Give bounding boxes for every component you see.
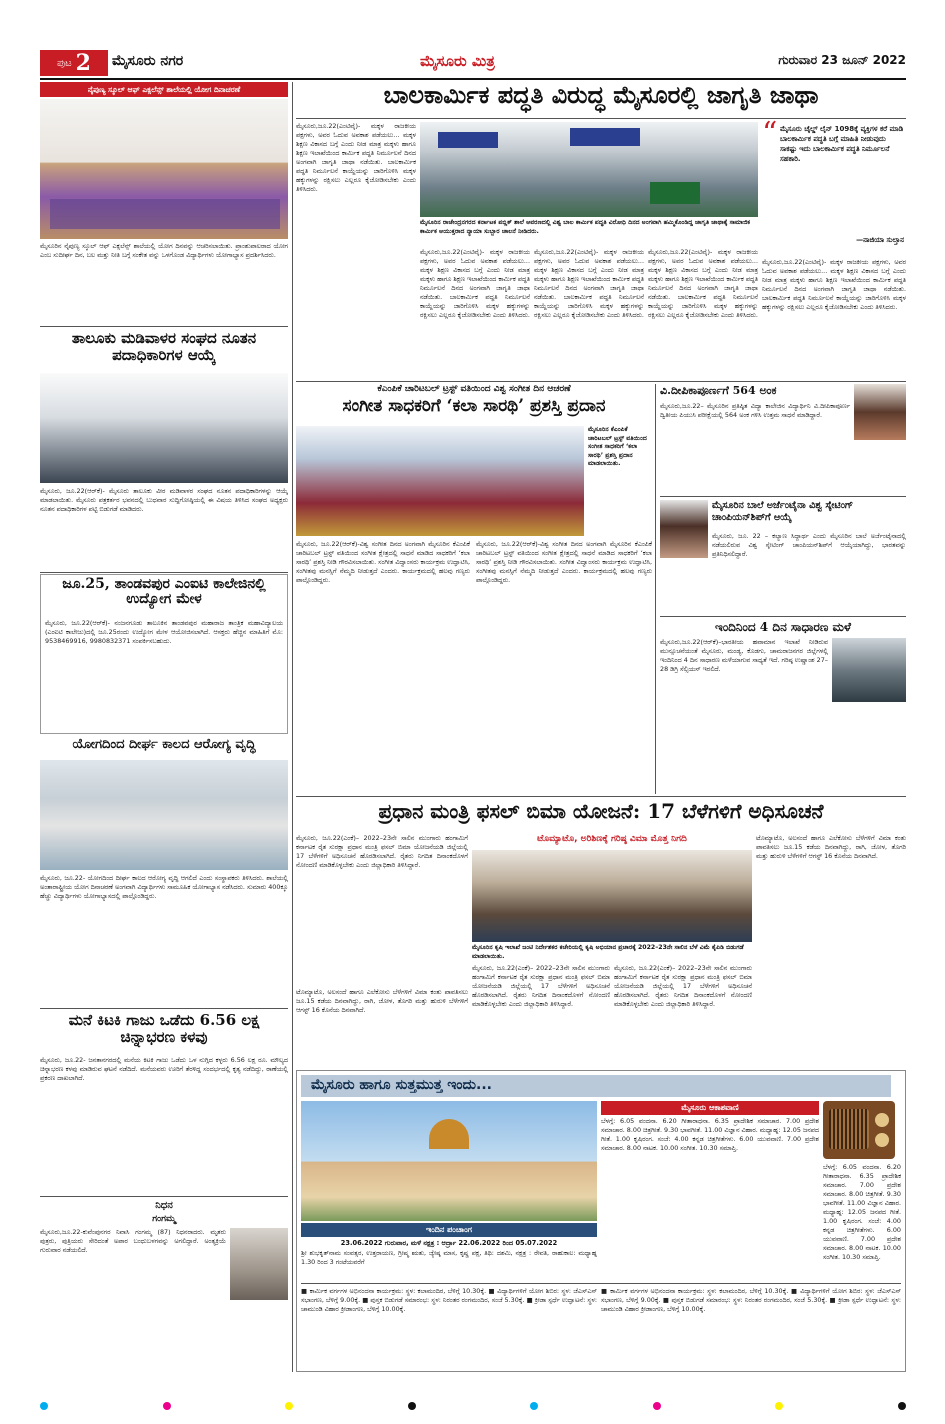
obituary-photo [230, 1228, 288, 1300]
kala-sarathi-headline: ಸಂಗೀತ ಸಾಧಕರಿಗೆ ‘ಕಲಾ ಸಾರಥಿ’ ಪ್ರಶಸ್ತಿ ಪ್ರದಾನ [342, 396, 606, 416]
kala-sarathi-photo [296, 426, 584, 536]
jatha-body-col2: ಮೈಸೂರು,ಜೂ.22(ಎಂಟಿವೈ)- ಮಕ್ಕಳ ರಾಜಕೀಯ ಪಕ್ಷಗಳು, ಅವರ ಓದುವ ಅವಕಾಶ ಪಡೆಯಲು... ಮಕ್ಕಳ ಶಿಕ್ಷಣ ವಿಕಾಸದ ಬಗ್ಗೆ ಎಂದು ನೀಡ ಮಾತ್ರ ಮಕ್ಕಳು ಹಾಗೂ ಶಿಕ್ಷಣ ಇಲಾಖೆಯಿಂದ ಕಾರ್ಮಿಕ ಪದ್ಧತಿ ನಿರ್ಮೂಲನೆ ದಿನದ ಅಂಗವಾಗಿ ಜಾಗೃತಿ ಜಾಥಾ ನಡೆಯಿತು. ಬಾಲಕಾರ್ಮಿಕ ಪದ್ಧತಿ ನಿರ್ಮೂಲನೆ ಕಾಯ್ದೆಯನ್ನು ಜಾರಿಗೊಳಿಸಿ ಮಕ್ಕಳ ಹಕ್ಕುಗಳನ್ನು ರಕ್ಷಿಸಲು ಎಲ್ಲರೂ ಕೈಜೋಡಿಸಬೇಕು ಎಂದು ತಿಳಿಸಿದರು. [420, 248, 530, 319]
banner-placard [438, 132, 498, 148]
deepika-photo [854, 384, 906, 440]
section-name: ಮೈಸೂರು ನಗರ [112, 53, 184, 69]
kala-sarathi-body-col1: ಮೈಸೂರು, ಜೂ.22(ಆರ್‌ಕೆ)-ವಿಶ್ವ ಸಂಗೀತ ದಿನದ ಅಂಗವಾಗಿ ಮೈಸೂರಿನ ಕೆಎಂಪಿಕೆ ಚಾರಿಟಬಲ್ ಟ್ರಸ್ಟ್ ವತಿಯಿಂದ ಸಂಗೀತ ಕ್ಷೇತ್ರದಲ್ಲಿ ಸಾಧನೆ ಮಾಡಿದ ಸಾಧಕರಿಗೆ ‘ಕಲಾ ಸಾರಥಿ’ ಪ್ರಶಸ್ತಿ ನೀಡಿ ಗೌರವಿಸಲಾಯಿತು. ಸಂಗೀತ ವಿದ್ವಾಂಸರು ಕಾರ್ಯಕ್ರಮ ಉದ್ಘಾಟಿಸಿ, ಸಂಗೀತವು ಮನಸ್ಸಿಗೆ ನೆಮ್ಮದಿ ನೀಡುತ್ತದೆ ಎಂದರು. ಕಾರ್ಯಕ್ರಮದಲ್ಲಿ ಹಲವು ಗಣ್ಯರು ಪಾಲ್ಗೊಂಡಿದ್ದರು. [296, 540, 470, 584]
rain-headline: ಇಂದಿನಿಂದ 4 ದಿನ ಸಾಧಾರಣ ಮಳೆ [715, 620, 851, 634]
crop-insurance-body-col2: ಮೈಸೂರು, ಜೂ.22(ಎಂಕೆ)– 2022–23ನೇ ಸಾಲಿನ ಮುಂಗಾರು ಹಂಗಾಮಿಗೆ ಕರ್ನಾಟಕ ರೈತ ಸುರಕ್ಷಾ ಪ್ರಧಾನ ಮಂತ್ರಿ ಫಸಲ್ ಬಿಮಾ ಯೋಜನೆಯಡಿ ಜಿಲ್ಲೆಯಲ್ಲಿ 17 ಬೆಳೆಗಳಿಗೆ ಅಧಿಸೂಚನೆ ಹೊರಡಿಸಲಾಗಿದೆ. ರೈತರು ನಿಗದಿತ ದಿನಾಂಕದೊಳಗೆ ನೋಂದಣಿ ಮಾಡಿಕೊಳ್ಳಬೇಕು ಎಂದು ಜಿಲ್ಲಾಧಿಕಾರಿ ತಿಳಿಸಿದ್ದಾರೆ. [472, 964, 610, 1008]
radio-icon [823, 1101, 895, 1159]
radio-dial [875, 1113, 889, 1127]
radio-title: ಮೈಸೂರು ಆಕಾಶವಾಣಿ [681, 1103, 739, 1112]
madivala-photo [40, 373, 288, 483]
obituary-body: ಮೈಸೂರು,ಜೂ.22-ಕುವೆಂಪುನಗರ ನಿವಾಸಿ ಗಂಗಮ್ಮ (87) ನಿಧನರಾದರು. ಮೃತರು ಪುತ್ರರು, ಪುತ್ರಿಯರು ಸೇರಿದಂತೆ ಅಪಾರ ಬಂಧುಬಳಗವನ್ನು ಅಗಲಿದ್ದಾರೆ. ಅಂತ್ಯಕ್ರಿಯೆ ಗುರುವಾರ ನಡೆಯಲಿದೆ. [40, 1228, 226, 1254]
kala-sarathi-body-col2: ಮೈಸೂರು, ಜೂ.22(ಆರ್‌ಕೆ)-ವಿಶ್ವ ಸಂಗೀತ ದಿನದ ಅಂಗವಾಗಿ ಮೈಸೂರಿನ ಕೆಎಂಪಿಕೆ ಚಾರಿಟಬಲ್ ಟ್ರಸ್ಟ್ ವತಿಯಿಂದ ಸಂಗೀತ ಕ್ಷೇತ್ರದಲ್ಲಿ ಸಾಧನೆ ಮಾಡಿದ ಸಾಧಕರಿಗೆ ‘ಕಲಾ ಸಾರಥಿ’ ಪ್ರಶಸ್ತಿ ನೀಡಿ ಗೌರವಿಸಲಾಯಿತು. ಸಂಗೀತ ವಿದ್ವಾಂಸರು ಕಾರ್ಯಕ್ರಮ ಉದ್ಘಾಟಿಸಿ, ಸಂಗೀತವು ಮನಸ್ಸಿಗೆ ನೆಮ್ಮದಿ ನೀಡುತ್ತದೆ ಎಂದರು. ಕಾರ್ಯಕ್ರಮದಲ್ಲಿ ಹಲವು ಗಣ್ಯರು ಪಾಲ್ಗೊಂಡಿದ್ದರು. [476, 540, 652, 584]
crop-insurance-body-col1: ಮೈಸೂರು, ಜೂ.22(ಎಂಕೆ)– 2022–23ನೇ ಸಾಲಿನ ಮುಂಗಾರು ಹಂಗಾಮಿಗೆ ಕರ್ನಾಟಕ ರೈತ ಸುರಕ್ಷಾ ಪ್ರಧಾನ ಮಂತ್ರಿ ಫಸಲ್ ಬಿಮಾ ಯೋಜನೆಯಡಿ ಜಿಲ್ಲೆಯಲ್ಲಿ 17 ಬೆಳೆಗಳಿಗೆ ಅಧಿಸೂಚನೆ ಹೊರಡಿಸಲಾಗಿದೆ. ರೈತರು ನಿಗದಿತ ದಿನಾಂಕದೊಳಗೆ ನೋಂದಣಿ ಮಾಡಿಕೊಳ್ಳಬೇಕು ಎಂದು ಜಿಲ್ಲಾಧಿಕಾರಿ ತಿಳಿಸಿದ್ದಾರೆ. [296, 834, 468, 869]
yoga-school-kicker: ನೈಪುಣ್ಯ ಸ್ಕೂಲ್ ಆಫ್ ಎಕ್ಸಲೆನ್ಸ್ ಶಾಲೆಯಲ್ಲಿ ಯೋಗ ದಿನಾಚರಣೆ [40, 82, 288, 97]
kala-sarathi-caption: ಮೈಸೂರಿನ ಕೆಎಂಪಿಕೆ ಚಾರಿಟಬಲ್ ಟ್ರಸ್ಟ್ ವತಿಯಿಂದ ಸಂಗೀತ ಸಾಧಕರಿಗೆ ‘ಕಲಾ ಸಾರಥಿ’ ಪ್ರಶಸ್ತಿ ಪ್ರದಾನ ಮಾಡಲಾಯಿತು. [588, 426, 647, 467]
skating-body: ಮೈಸೂರು, ಜೂ. 22 – ಕಲ್ಯಾಣ ಸಿದ್ದಾರ್ಥ ಎಂದು ಮೈಸೂರಿನ ಬಾಲೆ ಅರ್ಜೆಂಟೈನಾದಲ್ಲಿ ನಡೆಯಲಿರುವ ವಿಶ್ವ ಸ್ಕೇಟಿಂಗ್ ಚಾಂಪಿಯನ್‌ಶಿಪ್‌ಗೆ ಆಯ್ಕೆಯಾಗಿದ್ದು, ಭಾರತವನ್ನು ಪ್ರತಿನಿಧಿಸಲಿದ್ದಾರೆ. [712, 532, 906, 558]
divider [301, 1283, 901, 1284]
color-swatch [163, 1402, 171, 1410]
obituary-name: ಗಂಗಮ್ಮ [152, 1214, 176, 1224]
jatha-body-col5: ಮೈಸೂರು,ಜೂ.22(ಎಂಟಿವೈ)- ಮಕ್ಕಳ ರಾಜಕೀಯ ಪಕ್ಷಗಳು, ಅವರ ಓದುವ ಅವಕಾಶ ಪಡೆಯಲು... ಮಕ್ಕಳ ಶಿಕ್ಷಣ ವಿಕಾಸದ ಬಗ್ಗೆ ಎಂದು ನೀಡ ಮಾತ್ರ ಮಕ್ಕಳು ಹಾಗೂ ಶಿಕ್ಷಣ ಇಲಾಖೆಯಿಂದ ಕಾರ್ಮಿಕ ಪದ್ಧತಿ ನಿರ್ಮೂಲನೆ ದಿನದ ಅಂಗವಾಗಿ ಜಾಗೃತಿ ಜಾಥಾ ನಡೆಯಿತು. ಬಾಲಕಾರ್ಮಿಕ ಪದ್ಧತಿ ನಿರ್ಮೂಲನೆ ಕಾಯ್ದೆಯನ್ನು ಜಾರಿಗೊಳಿಸಿ ಮಕ್ಕಳ ಹಕ್ಕುಗಳನ್ನು ರಕ್ಷಿಸಲು ಎಲ್ಲರೂ ಕೈಜೋಡಿಸಬೇಕು ಎಂದು ತಿಳಿಸಿದರು. [762, 258, 906, 311]
column-rule [292, 82, 293, 1372]
yoga-health-body: ಮೈಸೂರು, ಜೂ.22- ಯೋಗದಿಂದ ದೀರ್ಘ ಕಾಲದ ಆರೋಗ್ಯ ವೃದ್ಧಿ ಆಗಲಿದೆ ಎಂದು ಸಂಸ್ಥಾಪಕರು ತಿಳಿಸಿದರು. ಶಾಲೆಯಲ್ಲಿ ಅಂತಾರಾಷ್ಟ್ರೀಯ ಯೋಗ ದಿನಾಚರಣೆ ಅಂಗವಾಗಿ ವಿದ್ಯಾರ್ಥಿಗಳು ಸಾಮೂಹಿಕ ಯೋಗಾಭ್ಯಾಸ ನಡೆಸಿದರು. ಸುಮಾರು 400ಕ್ಕೂ ಹೆಚ್ಚು ವಿದ್ಯಾರ್ಥಿಗಳು ಯೋಗಾಭ್ಯಾಸದಲ್ಲಿ ಪಾಲ್ಗೊಂಡಿದ್ದರು. [40, 874, 288, 900]
color-swatch [775, 1402, 783, 1410]
divider [660, 616, 906, 617]
job-fair-headline: ಜೂ.25, ತಾಂಡವಪುರ ಎಂಐಟಿ ಕಾಲೇಜಿನಲ್ಲಿ ಉದ್ಯೋಗ ಮೇಳ [62, 576, 266, 608]
panchanga-title-bar [301, 1223, 597, 1237]
mysuru-today-title: ಮೈಸೂರು ಹಾಗೂ ಸುತ್ತಮುತ್ತ ಇಂದು... [311, 1077, 492, 1093]
color-swatch [285, 1402, 293, 1410]
page-number-badge [40, 50, 108, 76]
page-number: 2 [75, 50, 91, 76]
panchanga-date-line: 23.06.2022 ಗುರುವಾರ, ಮಳೆ ನಕ್ಷತ್ರ : ಆರ್ದ್ರಾ 22.06.2022 ರಿಂದ 05.07.2022 [340, 1239, 558, 1247]
print-color-bar [40, 1402, 906, 1410]
skating-photo [660, 500, 708, 558]
issue-date: ಗುರುವಾರ 23 ಜೂನ್ 2022 [778, 53, 906, 67]
jatha-caption: ಮೈಸೂರಿನ ರಾಜೇಂದ್ರನಗರದ ಕರ್ನಾಟಕ ಪಬ್ಲಿಕ್ ಶಾಲೆ ಆವರಣದಲ್ಲಿ ವಿಶ್ವ ಬಾಲ ಕಾರ್ಮಿಕ ಪದ್ಧತಿ ವಿರೋಧಿ ದಿನದ ಅಂಗವಾಗಿ ಹಮ್ಮಿಕೊಂಡಿದ್ದ ಜಾಗೃತಿ ಜಾಥಾಕ್ಕೆ ಸಾಮಾಜಿಕ ಕಾರ್ಮಿಕ ಆಯುಕ್ತರಾದ ನ್ಯಾಯಾ ಸುಬ್ಬಾರ ಚಾಲನೆ ನೀಡಿದರು. [420, 219, 751, 235]
jatha-quote-box [762, 116, 906, 254]
panchanga-title: ಇಂದಿನ ಪಂಚಾಂಗ [426, 1225, 472, 1234]
quote-mark-icon: “ [762, 116, 778, 151]
job-fair-body: ಮೈಸೂರು, ಜೂ.22(ಆರ್‌ಕೆ)- ನಂಜನಗೂಡು ತಾಲೂಕಿನ ತಾಂಡವಪುರ ಮಹಾರಾಜ ತಾಂತ್ರಿಕ ಮಹಾವಿದ್ಯಾಲಯ (ಎಂಐಟಿ ಕಾಲೇಜು)ದಲ್ಲಿ ಜೂ.25ರಂದು ಉದ್ಯೋಗ ಮೇಳ ಆಯೋಜಿಸಲಾಗಿದೆ. ಆಸಕ್ತರು ಹೆಚ್ಚಿನ ಮಾಹಿತಿಗೆ ಮೊ: 9538469916, 9980832371 ಸಂಪರ್ಕಿಸಬಹುದು. [45, 619, 283, 645]
paper-name: ಮೈಸೂರು ಮಿತ್ರ [420, 52, 495, 70]
theft-body: ಮೈಸೂರು, ಜೂ.22- ಜನತಾನಗರದಲ್ಲಿ ಮನೆಯ ಕಿಟಕಿ ಗಾಜು ಒಡೆದು ಒಳ ನುಗ್ಗಿದ ಕಳ್ಳರು 6.56 ಲಕ್ಷ ರೂ. ಮೌಲ್ಯದ ಚಿನ್ನಾಭರಣ ಕಳವು ಮಾಡಿರುವ ಘಟನೆ ನಡೆದಿದೆ. ಮನೆಯವರು ಊರಿಗೆ ತೆರಳಿದ್ದ ಸಂದರ್ಭದಲ್ಲಿ ಕೃತ್ಯ ನಡೆದಿದ್ದು, ಠಾಣೆಯಲ್ಲಿ ಪ್ರಕರಣ ದಾಖಲಾಗಿದೆ. [40, 1056, 288, 1082]
job-fair-box [40, 574, 288, 734]
crop-insurance-headline: ಪ್ರಧಾನ ಮಂತ್ರಿ ಫಸಲ್ ಬಿಮಾ ಯೋಜನೆ: 17 ಬೆಳೆಗಳಿಗೆ ಅಧಿಸೂಚನೆ [378, 799, 824, 823]
radio-title-bar [601, 1101, 819, 1115]
deepika-body: ಮೈಸೂರು,ಜೂ.22– ಮೈಸೂರಿನ ಪ್ರತಿಷ್ಠಿತ ವಿದ್ಯಾ ಕಾಲೇಜಿನ ವಿದ್ಯಾರ್ಥಿನಿ ವಿ.ದೀಪಿಕಾಪೂರ್ಣ ದ್ವಿತೀಯ ಪಿಯುಸಿ ಪರೀಕ್ಷೆಯಲ್ಲಿ 564 ಅಂಕ ಗಳಿಸಿ ಉತ್ತಮ ಸಾಧನೆ ಮಾಡಿದ್ದಾರೆ. [660, 402, 850, 419]
jatha-body-col1: ಮೈಸೂರು,ಜೂ.22(ಎಂಟಿವೈ)- ಮಕ್ಕಳ ರಾಜಕೀಯ ಪಕ್ಷಗಳು, ಅವರ ಓದುವ ಅವಕಾಶ ಪಡೆಯಲು... ಮಕ್ಕಳ ಶಿಕ್ಷಣ ವಿಕಾಸದ ಬಗ್ಗೆ ಎಂದು ನೀಡ ಮಾತ್ರ ಮಕ್ಕಳು ಹಾಗೂ ಶಿಕ್ಷಣ ಇಲಾಖೆಯಿಂದ ಕಾರ್ಮಿಕ ಪದ್ಧತಿ ನಿರ್ಮೂಲನೆ ದಿನದ ಅಂಗವಾಗಿ ಜಾಗೃತಿ ಜಾಥಾ ನಡೆಯಿತು. ಬಾಲಕಾರ್ಮಿಕ ಪದ್ಧತಿ ನಿರ್ಮೂಲನೆ ಕಾಯ್ದೆಯನ್ನು ಜಾರಿಗೊಳಿಸಿ ಮಕ್ಕಳ ಹಕ್ಕುಗಳನ್ನು ರಕ್ಷಿಸಲು ಎಲ್ಲರೂ ಕೈಜೋಡಿಸಬೇಕು ಎಂದು ತಿಳಿಸಿದರು. [296, 122, 416, 193]
yoga-health-photo [40, 760, 288, 870]
mysuru-today-banner [301, 1075, 891, 1097]
column-rule [655, 384, 656, 794]
color-swatch [40, 1402, 48, 1410]
kala-sarathi-kicker: ಕೆಎಂಪಿಕೆ ಚಾರಿಟಬಲ್ ಟ್ರಸ್ಟ್ ವತಿಯಿಂದ ವಿಶ್ವ ಸಂಗೀತ ದಿನ ಆಚರಣೆ [377, 384, 571, 394]
divider [40, 1008, 288, 1009]
crop-insurance-subhead: ಟೊಮ್ಯಾಟೊ, ಅರಿಶಿಣಕ್ಕೆ ಗರಿಷ್ಠ ವಿಮಾ ಮೊತ್ತ ನಿಗದಿ [537, 834, 687, 844]
events-body-col2: ■ ಕಾರ್ಮಿಕ ವರ್ಗಗಳ ಅಭಿನಂದನಾ ಕಾರ್ಯಕ್ರಮ: ಸ್ಥಳ: ಕಲಾಮಂದಿರ, ಬೆಳಿಗ್ಗೆ 10.30ಕ್ಕೆ. ■ ವಿದ್ಯಾರ್ಥಿಗಳಿಗೆ ಯೋಗ ಶಿಬಿರ: ಸ್ಥಳ: ಜೆಎಸ್‌ಎಸ್ ಸಭಾಂಗಣ, ಬೆಳಿಗ್ಗೆ 9.00ಕ್ಕೆ. ■ ಪುಸ್ತಕ ಬಿಡುಗಡೆ ಸಮಾರಂಭ: ಸ್ಥಳ: ನಿರಂತರ ರಂಗಮಂದಿರ, ಸಂಜೆ 5.30ಕ್ಕೆ. ■ ಕ್ರೀಡಾ ಸ್ಪರ್ಧೆ ಉದ್ಘಾಟನೆ: ಸ್ಥಳ: ಚಾಮುಂಡಿ ವಿಹಾರ ಕ್ರೀಡಾಂಗಣ, ಬೆಳಿಗ್ಗೆ 10.00ಕ್ಕೆ. [601, 1287, 901, 1313]
yoga-health-headline: ಯೋಗದಿಂದ ದೀರ್ಘ ಕಾಲದ ಆರೋಗ್ಯ ವೃದ್ಧಿ [72, 737, 256, 752]
madivala-body: ಮೈಸೂರು, ಜೂ.22(ಆರ್‌ಕೆ)- ಮೈಸೂರು ತಾಲೂಕು ವೀರ ಮಡಿವಾಳರ ಸಂಘದ ನೂತನ ಪದಾಧಿಕಾರಿಗಳನ್ನು ಆಯ್ಕೆ ಮಾಡಲಾಯಿತು. ಮೈಸೂರು ಪತ್ರಕರ್ತರ ಭವನದಲ್ಲಿ ಬುಧವಾರ ಸುದ್ದಿಗೋಷ್ಠಿಯಲ್ಲಿ ಈ ವಿಷಯ ತಿಳಿಸಿದ ಸಂಘದ ಅಧ್ಯಕ್ಷರು ನೂತನ ಪದಾಧಿಕಾರಿಗಳ ಪಟ್ಟಿ ಬಿಡುಗಡೆ ಮಾಡಿದರು. [40, 487, 288, 513]
radio-body-cont: ಬೆಳಗ್ಗೆ: 6.05 ವಂದನಾ. 6.20 ಗೀತಾರಾಧನಾ. 6.35 ಪ್ರಾದೇಶಿಕ ಸಮಾಚಾರ. 7.00 ಪ್ರದೇಶ ಸಮಾಚಾರ. 8.00 ಚಿತ್ರಗೀತೆ. 9.30 ಭಾವಗೀತೆ. 11.00 ವಿಜ್ಞಾನ ವಿಹಾರ. ಮಧ್ಯಾಹ್ನ: 12.05 ಜನಪದ ಗೀತೆ. 1.00 ಕೃಷಿರಂಗ. ಸಂಜೆ: 4.00 ಕನ್ನಡ ಚಿತ್ರಗೀತೆಗಳು. 6.00 ಯುವವಾಣಿ. 7.00 ಪ್ರದೇಶ ಸಮಾಚಾರ. 8.00 ನಾಟಕ. 10.00 ಸಂಗೀತ. 10.30 ಸಮಾಪ್ತಿ. [823, 1163, 901, 1261]
crop-insurance-body-col4: ಟೊಮ್ಯಾಟೊ, ಅಲಸಂದೆ ಹಾಗೂ ಎಲೆಕೋಸು ಬೆಳೆಗಳಿಗೆ ವಿಮಾ ಕಂತು ಪಾವತಿಸಲು ಜೂ.15 ಕಡೆಯ ದಿನವಾಗಿದ್ದು, ರಾಗಿ, ಜೋಳ, ತೊಗರಿ ಮತ್ತು ಹುರುಳಿ ಬೆಳೆಗಳಿಗೆ ಆಗಸ್ಟ್ 16 ಕೊನೆಯ ದಿನವಾಗಿದೆ. [756, 834, 906, 860]
theft-headline: ಮನೆ ಕಿಟಕಿ ಗಾಜು ಒಡೆದು 6.56 ಲಕ್ಷ ಚಿನ್ನಾಭರಣ ಕಳವು [68, 1011, 260, 1046]
jatha-body-col4: ಮೈಸೂರು,ಜೂ.22(ಎಂಟಿವೈ)- ಮಕ್ಕಳ ರಾಜಕೀಯ ಪಕ್ಷಗಳು, ಅವರ ಓದುವ ಅವಕಾಶ ಪಡೆಯಲು... ಮಕ್ಕಳ ಶಿಕ್ಷಣ ವಿಕಾಸದ ಬಗ್ಗೆ ಎಂದು ನೀಡ ಮಾತ್ರ ಮಕ್ಕಳು ಹಾಗೂ ಶಿಕ್ಷಣ ಇಲಾಖೆಯಿಂದ ಕಾರ್ಮಿಕ ಪದ್ಧತಿ ನಿರ್ಮೂಲನೆ ದಿನದ ಅಂಗವಾಗಿ ಜಾಗೃತಿ ಜಾಥಾ ನಡೆಯಿತು. ಬಾಲಕಾರ್ಮಿಕ ಪದ್ಧತಿ ನಿರ್ಮೂಲನೆ ಕಾಯ್ದೆಯನ್ನು ಜಾರಿಗೊಳಿಸಿ ಮಕ್ಕಳ ಹಕ್ಕುಗಳನ್ನು ರಕ್ಷಿಸಲು ಎಲ್ಲರೂ ಕೈಜೋಡಿಸಬೇಕು ಎಂದು ತಿಳಿಸಿದರು. [648, 248, 758, 319]
radio-dial [875, 1133, 889, 1147]
panchanga-body: ಶ್ರೀ ಶುಭಕೃತ್‌ನಾಮ ಸಂವತ್ಸರ, ಉತ್ತರಾಯಣ, ಗ್ರೀಷ್ಮ ಋತು, ಜ್ಯೇಷ್ಠ ಮಾಸ, ಕೃಷ್ಣ ಪಕ್ಷ, ತಿಥಿ: ದಶಮಿ, ನಕ್ಷತ್ರ : ರೇವತಿ, ರಾಹುಕಾಲ: ಮಧ್ಯಾಹ್ನ 1.30 ರಿಂದ 3 ಗಂಟೆಯವರೆಗೆ [301, 1249, 597, 1266]
jatha-photo [420, 122, 758, 217]
color-swatch [898, 1402, 906, 1410]
radio-speaker [829, 1109, 869, 1149]
crop-insurance-body-col3: ಮೈಸೂರು, ಜೂ.22(ಎಂಕೆ)– 2022–23ನೇ ಸಾಲಿನ ಮುಂಗಾರು ಹಂಗಾಮಿಗೆ ಕರ್ನಾಟಕ ರೈತ ಸುರಕ್ಷಾ ಪ್ರಧಾನ ಮಂತ್ರಿ ಫಸಲ್ ಬಿಮಾ ಯೋಜನೆಯಡಿ ಜಿಲ್ಲೆಯಲ್ಲಿ 17 ಬೆಳೆಗಳಿಗೆ ಅಧಿಸೂಚನೆ ಹೊರಡಿಸಲಾಗಿದೆ. ರೈತರು ನಿಗದಿತ ದಿನಾಂಕದೊಳಗೆ ನೋಂದಣಿ ಮಾಡಿಕೊಳ್ಳಬೇಕು ಎಂದು ಜಿಲ್ಲಾಧಿಕಾರಿ ತಿಳಿಸಿದ್ದಾರೆ. [614, 964, 752, 1008]
divider [296, 381, 906, 382]
color-swatch [408, 1402, 416, 1410]
crop-insurance-body-col1b: ಟೊಮ್ಯಾಟೊ, ಅಲಸಂದೆ ಹಾಗೂ ಎಲೆಕೋಸು ಬೆಳೆಗಳಿಗೆ ವಿಮಾ ಕಂತು ಪಾವತಿಸಲು ಜೂ.15 ಕಡೆಯ ದಿನವಾಗಿದ್ದು, ರಾಗಿ, ಜೋಳ, ತೊಗರಿ ಮತ್ತು ಹುರುಳಿ ಬೆಳೆಗಳಿಗೆ ಆಗಸ್ಟ್ 16 ಕೊನೆಯ ದಿನವಾಗಿದೆ. [296, 988, 468, 1014]
jatha-body-col3: ಮೈಸೂರು,ಜೂ.22(ಎಂಟಿವೈ)- ಮಕ್ಕಳ ರಾಜಕೀಯ ಪಕ್ಷಗಳು, ಅವರ ಓದುವ ಅವಕಾಶ ಪಡೆಯಲು... ಮಕ್ಕಳ ಶಿಕ್ಷಣ ವಿಕಾಸದ ಬಗ್ಗೆ ಎಂದು ನೀಡ ಮಾತ್ರ ಮಕ್ಕಳು ಹಾಗೂ ಶಿಕ್ಷಣ ಇಲಾಖೆಯಿಂದ ಕಾರ್ಮಿಕ ಪದ್ಧತಿ ನಿರ್ಮೂಲನೆ ದಿನದ ಅಂಗವಾಗಿ ಜಾಗೃತಿ ಜಾಥಾ ನಡೆಯಿತು. ಬಾಲಕಾರ್ಮಿಕ ಪದ್ಧತಿ ನಿರ್ಮೂಲನೆ ಕಾಯ್ದೆಯನ್ನು ಜಾರಿಗೊಳಿಸಿ ಮಕ್ಕಳ ಹಕ್ಕುಗಳನ್ನು ರಕ್ಷಿಸಲು ಎಲ್ಲರೂ ಕೈಜೋಡಿಸಬೇಕು ಎಂದು ತಿಳಿಸಿದರು. [534, 248, 644, 319]
yoga-school-photo [40, 99, 288, 239]
page-header [40, 50, 906, 76]
quote-author: —ನಾಜಿಯಾ ಸುಲ್ತಾನ [856, 236, 904, 244]
rain-body: ಮೈಸೂರು,ಜೂ.22(ಆರ್‌ಕೆ)–ಭಾರತೀಯ ಹವಾಮಾನ ಇಲಾಖೆ ನೀಡಿರುವ ಮುನ್ಸೂಚನೆಯಂತೆ ಮೈಸೂರು, ಮಂಡ್ಯ, ಕೊಡಗು, ಚಾಮರಾಜನಗರ ಜಿಲ್ಲೆಗಳಲ್ಲಿ ಇಂದಿನಿಂದ 4 ದಿನ ಸಾಧಾರಣ ಮಳೆಯಾಗುವ ಸಾಧ್ಯತೆ ಇದೆ. ಗರಿಷ್ಠ ಉಷ್ಣಾಂಶ 27–28 ಡಿಗ್ರಿ ಸೆಲ್ಸಿಯಸ್ ಇರಲಿದೆ. [660, 638, 828, 673]
obituary-section: ನಿಧನ [155, 1200, 173, 1211]
page-label: ಪುಟ [57, 57, 72, 69]
divider [660, 496, 906, 497]
events-body-col1: ■ ಕಾರ್ಮಿಕ ವರ್ಗಗಳ ಅಭಿನಂದನಾ ಕಾರ್ಯಕ್ರಮ: ಸ್ಥಳ: ಕಲಾಮಂದಿರ, ಬೆಳಿಗ್ಗೆ 10.30ಕ್ಕೆ. ■ ವಿದ್ಯಾರ್ಥಿಗಳಿಗೆ ಯೋಗ ಶಿಬಿರ: ಸ್ಥಳ: ಜೆಎಸ್‌ಎಸ್ ಸಭಾಂಗಣ, ಬೆಳಿಗ್ಗೆ 9.00ಕ್ಕೆ. ■ ಪುಸ್ತಕ ಬಿಡುಗಡೆ ಸಮಾರಂಭ: ಸ್ಥಳ: ನಿರಂತರ ರಂಗಮಂದಿರ, ಸಂಜೆ 5.30ಕ್ಕೆ. ■ ಕ್ರೀಡಾ ಸ್ಪರ್ಧೆ ಉದ್ಘಾಟನೆ: ಸ್ಥಳ: ಚಾಮುಂಡಿ ವಿಹಾರ ಕ್ರೀಡಾಂಗಣ, ಬೆಳಿಗ್ಗೆ 10.00ಕ್ಕೆ. [301, 1287, 597, 1313]
mysuru-palace-photo [301, 1101, 597, 1221]
divider [40, 326, 288, 327]
yoga-school-body: ಮೈಸೂರಿನ ನೈಪುಣ್ಯ ಸ್ಕೂಲ್ ಆಫ್ ಎಕ್ಸಲೆನ್ಸ್ ಶಾಲೆಯಲ್ಲಿ ಯೋಗ ದಿನವನ್ನು ಆಚರಿಸಲಾಯಿತು. ಪ್ರಾಂಶುಪಾಲರಾದ ಯೋಗ ಎಂಬ ಸುದೀರ್ಘ ದಿನ, ಬಲ ಮತ್ತು ನೀತಿ ಬಗ್ಗೆ ಸಂಕೇತ ವನ್ನು ಒಳಗೊಂಡ ವಿದ್ಯಾರ್ಥಿಗಳು ಯೋಗಾಭ್ಯಾಸ ಪ್ರದರ್ಶಿಸಿದರು. [40, 242, 288, 259]
crop-insurance-caption: ಮೈಸೂರಿನ ಕೃಷಿ ಇಲಾಖೆ ಜಂಟಿ ನಿರ್ದೇಶಕರ ಕಚೇರಿಯಲ್ಲಿ ಕೃಷಿ ಅಭಿಯಾನ ಪ್ರಚಾರಕ್ಕೆ 2022–23ನೇ ಸಾಲಿನ ಬೆಳೆ ವಿಮೆ ಕೈಪಿಡಿ ಬಿಡುಗಡೆ ಮಾಡಲಾಯಿತು. [472, 944, 744, 960]
color-swatch [530, 1402, 538, 1410]
yoga-mat [50, 199, 280, 229]
crop-insurance-photo [472, 850, 752, 942]
divider [296, 796, 906, 797]
color-swatch [653, 1402, 661, 1410]
skating-headline: ಮೈಸೂರಿನ ಬಾಲೆ ಅರ್ಜೆಂಟೈನಾ ವಿಶ್ವ ಸ್ಕೇಟಿಂಗ್ ಚಾಂಪಿಯನ್‌ಶಿಪ್‌ಗೆ ಆಯ್ಕೆ [712, 500, 854, 523]
madivala-headline: ತಾಲೂಕು ಮಡಿವಾಳರ ಸಂಘದ ನೂತನ ಪದಾಧಿಕಾರಿಗಳ ಆಯ್ಕೆ [71, 329, 257, 364]
divider [40, 1196, 288, 1197]
flag [650, 182, 700, 204]
jatha-headline: ಬಾಲಕಾರ್ಮಿಕ ಪದ್ಧತಿ ವಿರುದ್ಧ ಮೈಸೂರಲ್ಲಿ ಜಾಗೃತಿ ಜಾಥಾ [383, 80, 819, 109]
mysuru-today-box [296, 1070, 906, 1372]
radio-body: ಬೆಳಗ್ಗೆ: 6.05 ವಂದನಾ. 6.20 ಗೀತಾರಾಧನಾ. 6.35 ಪ್ರಾದೇಶಿಕ ಸಮಾಚಾರ. 7.00 ಪ್ರದೇಶ ಸಮಾಚಾರ. 8.00 ಚಿತ್ರಗೀತೆ. 9.30 ಭಾವಗೀತೆ. 11.00 ವಿಜ್ಞಾನ ವಿಹಾರ. ಮಧ್ಯಾಹ್ನ: 12.05 ಜನಪದ ಗೀತೆ. 1.00 ಕೃಷಿರಂಗ. ಸಂಜೆ: 4.00 ಕನ್ನಡ ಚಿತ್ರಗೀತೆಗಳು. 6.00 ಯುವವಾಣಿ. 7.00 ಪ್ರದೇಶ ಸಮಾಚಾರ. 8.00 ನಾಟಕ. 10.00 ಸಂಗೀತ. 10.30 ಸಮಾಪ್ತಿ. [601, 1117, 819, 1152]
rain-photo [832, 638, 906, 702]
divider [296, 118, 906, 119]
deepika-headline: ವಿ.ದೀಪಿಕಾಪೂರ್ಣಗೆ 564 ಅಂಕ [660, 384, 777, 397]
banner-placard [570, 128, 640, 146]
palace-dome [429, 1119, 469, 1149]
divider [40, 572, 288, 573]
quote-text: ಮೈಸೂರು ಚೈಲ್ಡ್ ಲೈನ್ 1098ಕ್ಕೆ ವ್ಯಕ್ತಿಗಳ ಕರೆ ಮಾಡಿ ಬಾಲಕಾರ್ಮಿಕ ಪದ್ಧತಿ ಬಗ್ಗೆ ಮಾಹಿತಿ ನೀಡುವುದು ಸಾಕಷ್ಟು ಇದು ಬಾಲಕಾರ್ಮಿಕ ಪದ್ಧತಿ ನಿರ್ಮೂಲನೆ ಸಹಕಾರಿ. [780, 125, 904, 163]
